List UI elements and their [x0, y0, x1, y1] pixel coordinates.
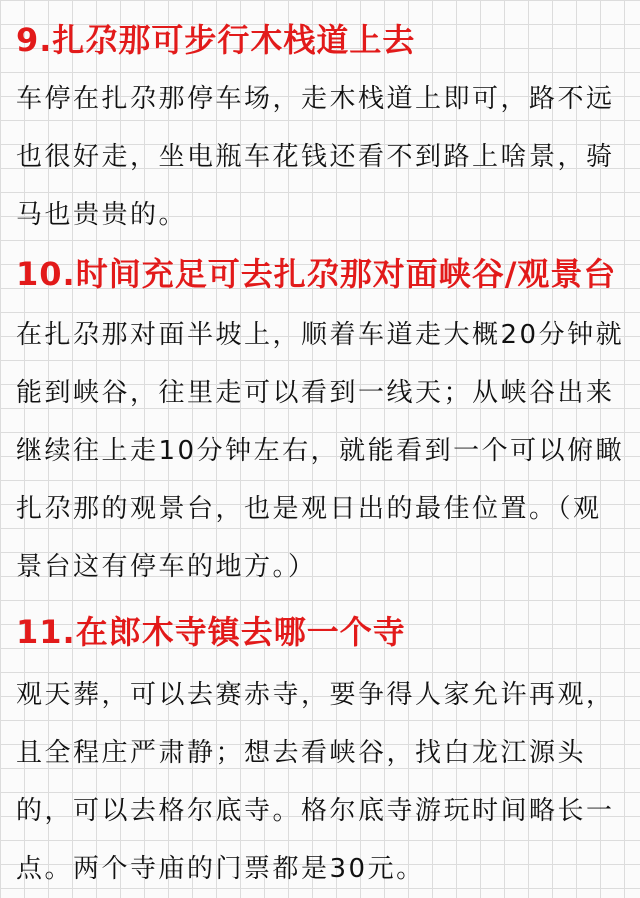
tip-heading-9: 9.扎尕那可步行木栈道上去	[16, 21, 416, 59]
tip-heading-11: 11.在郎木寺镇去哪一个寺	[16, 613, 406, 651]
tip-section-10	[16, 252, 626, 596]
tip-body-11: 观天葬，可以去赛赤寺，要争得人家允许再观，且全程庄严肃静；想去看峡谷，找白龙江源头的，可以去格尔底寺。格尔底寺游玩时间略长一点。两个寺庙的门票都是30元。	[16, 680, 615, 884]
tip-body-10: 在扎尕那对面半坡上，顺着车道走大概20分钟就能到峡谷，往里走可以看到一线天；从峡谷出来继续往上走10分钟左右，就能看到一个可以俯瞰扎尕那的观景台，也是观日出的最佳位置。（观景台这有停车的地方。）	[16, 320, 625, 582]
tip-section-11	[16, 610, 626, 898]
tip-body-9: 车停在扎尕那停车场，走木栈道上即可，路不远也很好走，坐电瓶车花钱还看不到路上啥景，骑马也贵贵的。	[16, 84, 615, 230]
tip-heading-10: 10.时间充足可去扎尕那对面峡谷/观景台	[16, 255, 617, 293]
tip-section-9	[16, 18, 626, 244]
